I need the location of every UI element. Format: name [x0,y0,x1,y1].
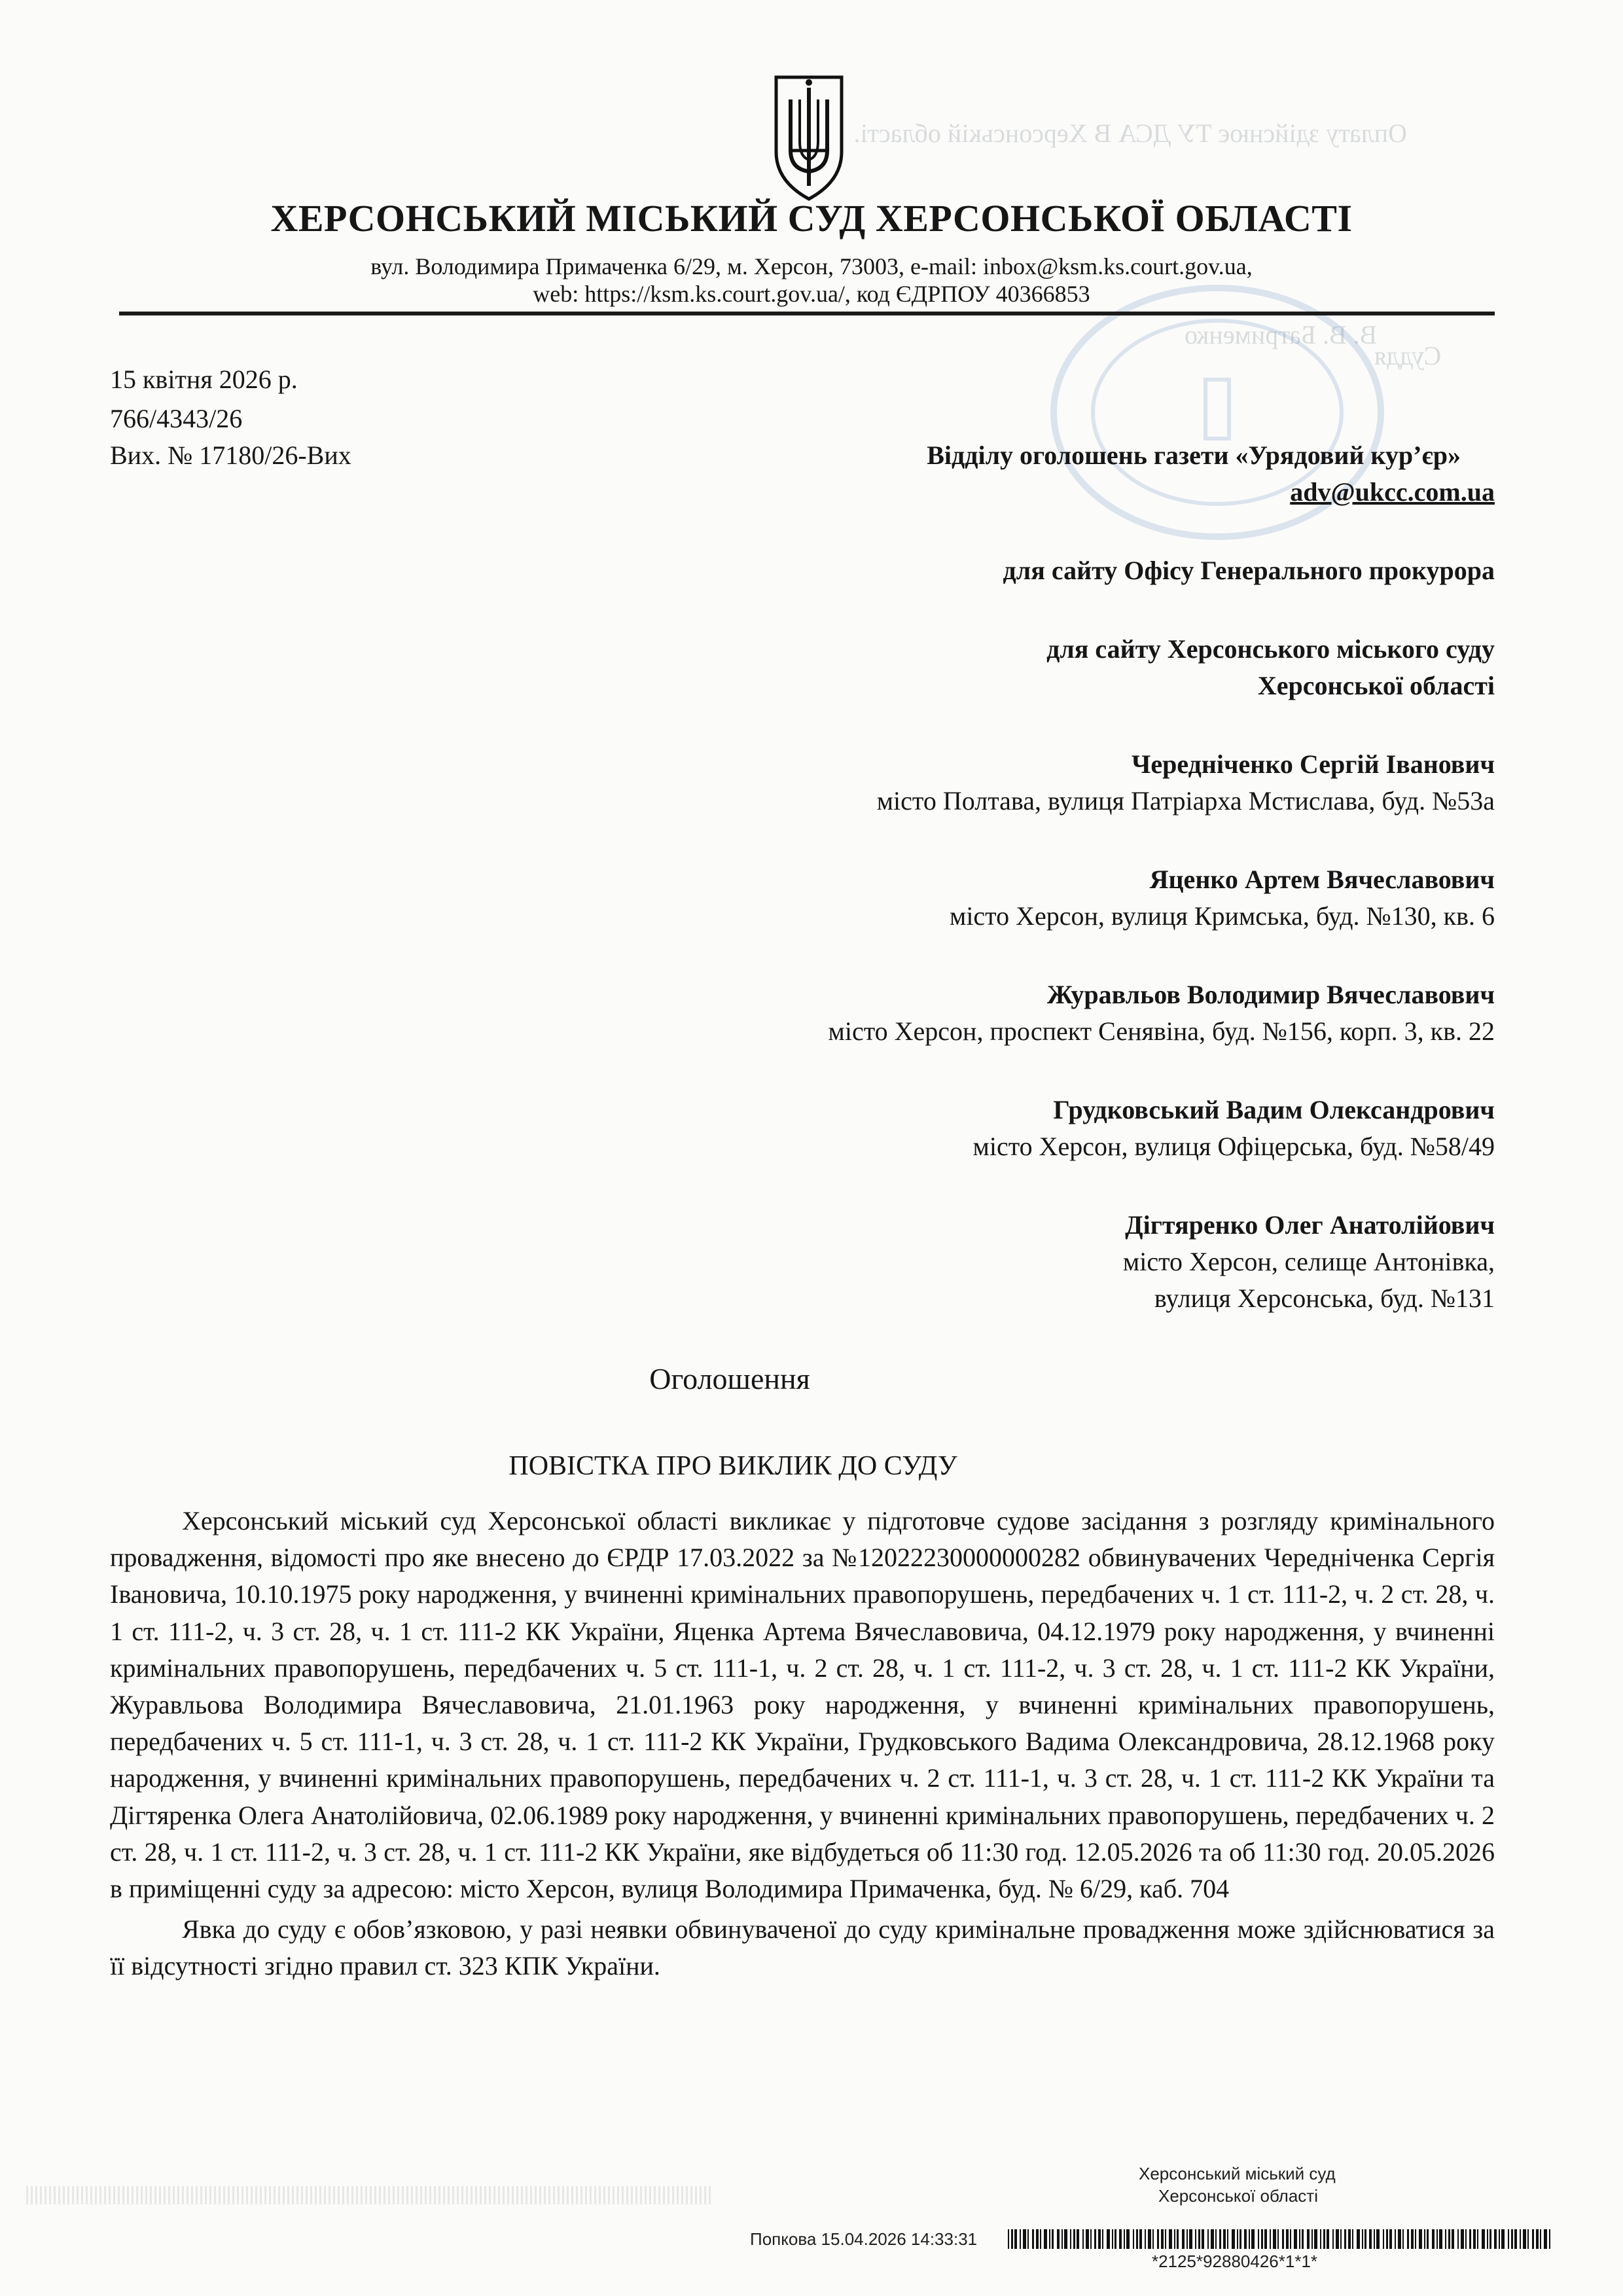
recipient-court-site-region: Херсонської області [1257,671,1495,700]
person-address: місто Херсон, селище Антонівка, [1122,1247,1495,1276]
case-number: 766/4343/26 [110,404,243,433]
summons-paragraph: Херсонський міський суд Херсонської області викликає у підготовче судове засідання з розгляду кримінального провадження, відомості про яке внесено до ЄРДР 17.03.2022 за №12022230000000282 обвинувачених Чередніченка Сергія Івановича, 10.10.1975 року народження, у вчиненні кримінальних правопорушень, передбачених ч. 1 ст. 111-2, ч. 2 ст. 28, ч. 1 ст. 111-2, ч. 3 ст. 28, ч. 1 ст. 111-2 КК України, Яценка Артема Вячеславовича, 04.12.1979 року народження, у вчиненні кримінальних правопорушень, передбачених ч. 5 ст. 111-1, ч. 2 ст. 28, ч. 1 ст. 111-2, ч. 3 ст. 28, ч. 1 ст. 111-2 КК України, Журавльова Володимира Вячеславовича, 21.01.1963 року народження, у вчиненні кримінальних правопорушень, передбачених ч. 5 ст. 111-1, ч. 3 ст. 28, ч. 1 ст. 111-2 КК України, Грудковського Вадима Олександровича, 28.12.1968 року народження, у вчиненні кримінальних правопорушень, передбачених ч. 2 ст. 111-1, ч. 3 ст. 28, ч. 1 ст. 111-2 КК України та Дігтяренка Олега Анатолійовича, 02.06.1989 року народження, у вчиненні кримінальних правопорушень, передбачених ч. 2 ст. 28, ч. 1 ст. 111-2, ч. 3 ст. 28, ч. 1 ст. 111-2 КК України, яке відбудеться об 11:30 год. 12.05.2026 та об 11:30 год. 20.05.2026 в приміщенні суду за адресою: місто Херсон, вулиця Володимира Примаченка, буд. № 6/29, каб. 704 [110,1506,1495,1904]
court-name: ХЕРСОНСЬКИЙ МІСЬКИЙ СУД ХЕРСОНСЬКОЇ ОБЛАСТІ [270,197,1353,240]
faint-seal-stamp [1034,275,1400,550]
person-name: Чередніченко Сергій Іванович [1132,749,1495,779]
attendance-paragraph: Явка до суду є обов’язковою, у разі неявки обвинуваченої до суду кримінальне провадження може здійснюватися за її відсутності згідно правил ст. 323 КПК України. [110,1914,1495,1981]
recipient-prosecutor-site: для сайту Офісу Генерального прокурора [1003,556,1495,585]
recipient-newspaper: Відділу оголошень газети «Урядовий кур’єр» [927,440,1461,470]
person-name: Дігтяренко Олег Анатолійович [1125,1210,1495,1240]
summons-title: ПОВІСТКА ПРО ВИКЛИК ДО СУДУ [508,1451,957,1481]
header-divider [119,312,1495,315]
court-web-code: web: https://ksm.ks.court.gov.ua/, код ЄДРПОУ 40366853 [533,281,1090,307]
person-name: Яценко Артем Вячеславович [1149,865,1495,894]
clerk-timestamp: Попкова 15.04.2026 14:33:31 [750,2229,978,2249]
person-address: місто Полтава, вулиця Патріарха Мстислава, буд. №53а [876,786,1495,816]
person-name: Журавльов Володимир Вячеславович [1046,980,1495,1009]
person-address: місто Херсон, вулиця Офіцерська, буд. №58/49 [972,1132,1495,1161]
bleed-through-judge-label: Суддя [1374,341,1442,370]
recipient-email[interactable]: adv@ukcc.com.ua [1290,477,1495,507]
recipient-court-site: для сайту Херсонського міського суду [1046,634,1495,664]
scan-artefact [26,2186,713,2204]
bleed-through-text: Оплату здійснює ТУ ДСА В Херсонській області. [853,118,1407,148]
coat-of-arms-icon [771,73,847,203]
person-address: місто Херсон, вулиця Кримська, буд. №130, кв. 6 [950,901,1495,931]
announcement-title: Оголошення [649,1362,810,1395]
bleed-through-judge-name: В. В. Батрименко [1185,320,1378,350]
document-date: 15 квітня 2026 р. [110,365,298,394]
person-address: вулиця Херсонська, буд. №131 [1154,1283,1495,1313]
court-address: вул. Володимира Примаченка 6/29, м. Херсон, 73003, e-mail: inbox@ksm.ks.court.gov.ua, [370,253,1253,279]
announcement-body [110,1503,1495,1985]
barcode-number: *2125*92880426*1*1* [1152,2251,1318,2271]
outgoing-number: Вих. № 17180/26-Вих [110,440,351,470]
footer-stamp-region: Херсонської області [1158,2186,1318,2206]
person-name: Грудковський Вадим Олександрович [1053,1095,1495,1124]
footer-stamp-court: Херсонський міський суд [1139,2164,1336,2183]
barcode-icon [1008,2229,1551,2249]
person-address: місто Херсон, проспект Сенявіна, буд. №156, корп. 3, кв. 22 [828,1016,1495,1046]
